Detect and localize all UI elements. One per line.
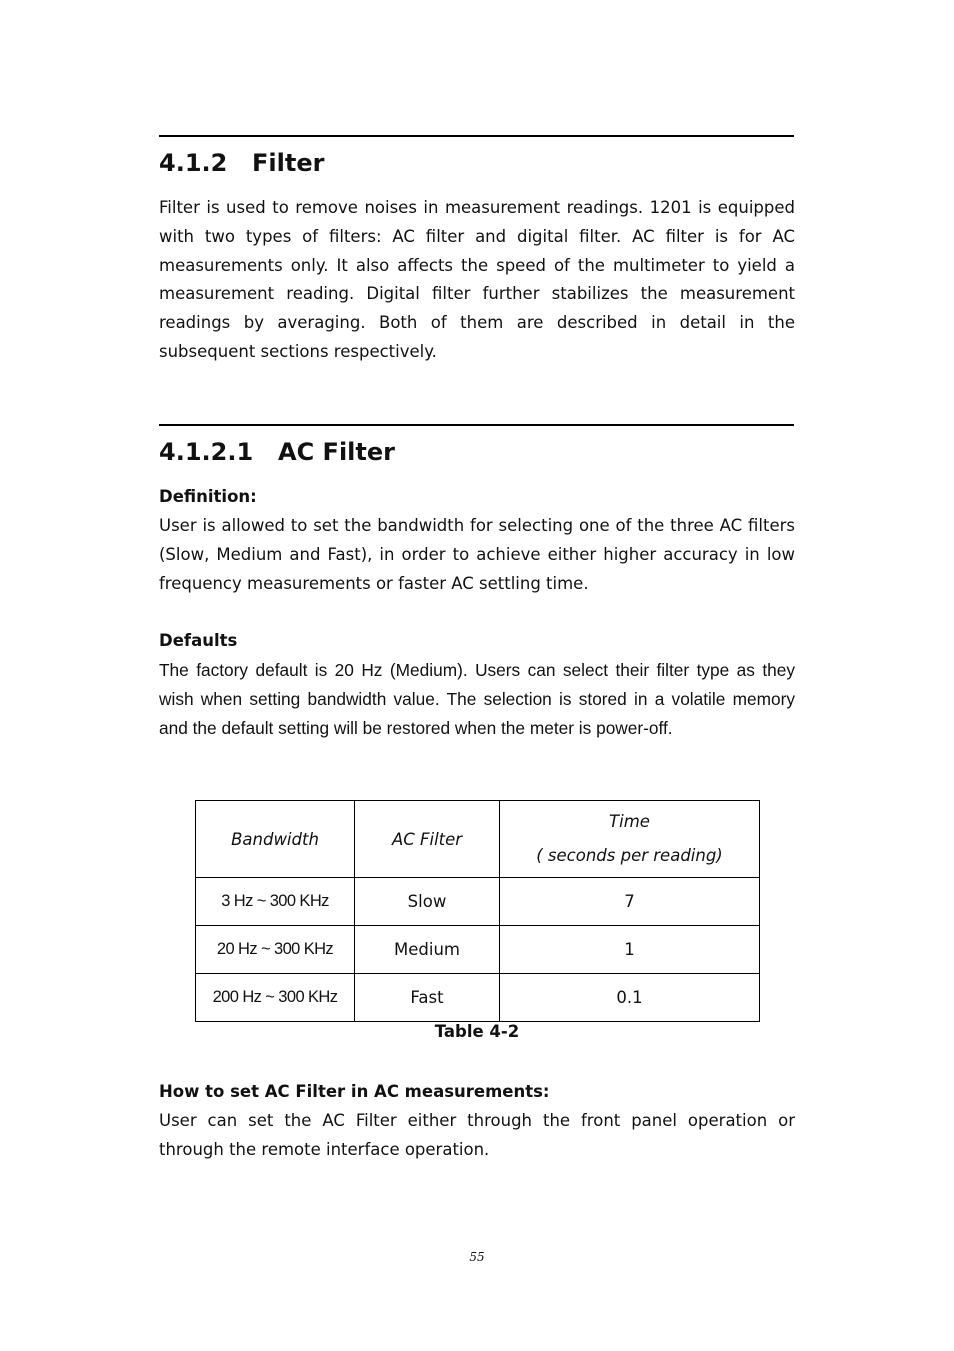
- header-time-line1: Time: [609, 812, 650, 831]
- cell-filter: Slow: [355, 878, 500, 926]
- table-row: [196, 926, 760, 974]
- cell-filter: Medium: [355, 926, 500, 974]
- cell-bandwidth: 200 Hz ~ 300 KHz: [196, 974, 355, 1022]
- table-row: [196, 878, 760, 926]
- subsection-title: AC Filter: [278, 438, 395, 466]
- cell-time: 7: [500, 878, 760, 926]
- header-time: [500, 801, 760, 878]
- definition-text: User is allowed to set the bandwidth for selecting one of the three AC filters (Slow, Medium and Fast), in order to achieve either higher accuracy in low frequency measurements or faster AC settling time.: [159, 516, 795, 593]
- header-bandwidth: Bandwidth: [196, 801, 355, 878]
- how-to-label: How to set AC Filter in AC measurements:: [159, 1082, 550, 1101]
- cell-time: 0.1: [500, 974, 760, 1022]
- subsection-number: 4.1.2.1: [159, 438, 254, 466]
- header-ac-filter: AC Filter: [355, 801, 500, 878]
- page-number: 55: [469, 1250, 485, 1264]
- section-title: Filter: [252, 149, 325, 177]
- table-row: [196, 974, 760, 1022]
- section-number: 4.1.2: [159, 149, 228, 177]
- cell-bandwidth: 20 Hz ~ 300 KHz: [196, 926, 355, 974]
- subsection-heading: [159, 438, 395, 466]
- header-time-line2: ( seconds per reading): [536, 846, 723, 865]
- defaults-text: The factory default is 20 Hz (Medium). Users can select their filter type as they wish when setting bandwidth value. The selection is stored in a volatile memory and the default setting will be restored when the meter is power-off.: [159, 660, 795, 738]
- how-to-text: User can set the AC Filter either through the front panel operation or through the remote interface operation.: [159, 1111, 795, 1159]
- table-header-row: [196, 801, 760, 878]
- defaults-label: Defaults: [159, 631, 238, 650]
- table-caption: Table 4-2: [434, 1022, 520, 1041]
- cell-time: 1: [500, 926, 760, 974]
- ac-filter-table: [195, 800, 760, 1022]
- cell-filter: Fast: [355, 974, 500, 1022]
- section-heading: [159, 149, 324, 177]
- subsection-top-rule: [159, 424, 794, 426]
- definition-label: Definition:: [159, 487, 257, 506]
- section-paragraph: Filter is used to remove noises in measurement readings. 1201 is equipped with two types of filters: AC filter and digital filter. AC filter is for AC measurements only. It also affects the speed of the multimeter to yield a measurement reading. Digital filter further stabilizes the measurement readings by averaging. Both of them are described in detail in the subsequent sections respectively.: [159, 198, 795, 361]
- section-top-rule: [159, 135, 794, 137]
- cell-bandwidth: 3 Hz ~ 300 KHz: [196, 878, 355, 926]
